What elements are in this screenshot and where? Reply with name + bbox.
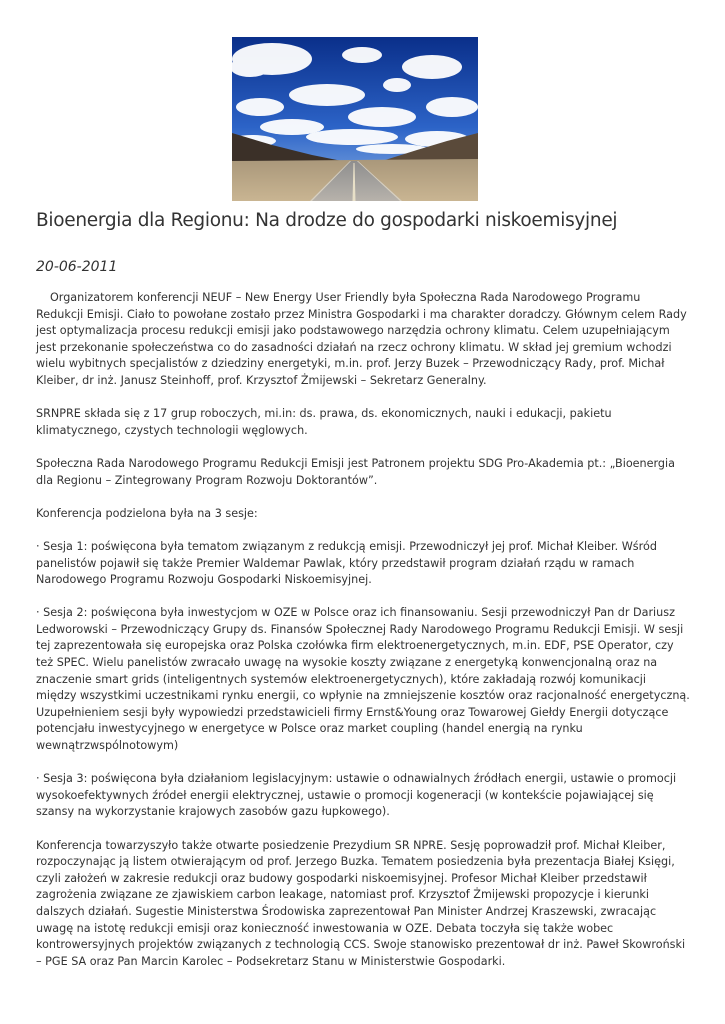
paragraph-working-groups: SRNPRE składa się z 17 grup roboczych, mi.in: ds. prawa, ds. ekonomicznych, nauki i edukacji, pakietu klimatycznego, czystych technologii węglowych.	[36, 407, 612, 437]
paragraph-session-1: · Sesja 1: poświęcona była tematom związanym z redukcją emisji. Przewodniczył jej prof. Michał Kleiber. Wśród panelistów pojawił się także Premier Waldemar Pawlak, który przedstawił program działań rządu w ramach Narodowego Programu Rozwoju Gospodarki Niskoemisyjnej.	[36, 539, 657, 587]
paragraph-presidium: Konferencja towarzyszyło także otwarte posiedzenie Prezydium SR NPRE. Sesję poprowadził prof. Michał Kleiber, rozpoczynając ją listem otwierającym od prof. Jerzego Buzka. Tematem posiedzenia była prezentacja Białej Księgi, czyli założeń w zakresie redukcji oraz budowy gospodarki niskoemisyjnej. Profesor Michał Kleiber przedstawił zagrożenia związane ze zjawiskiem carbon leakage, natomiast prof. Krzysztof Żmijewski propozycje i kierunki dalszych działań. Sugestie Ministerstwa Środowiska zaprezentował Pan Minister Andrzej Kraszewski, zwracając uwagę na istotę redukcji emisji oraz konieczność inwestowania w OZE. Debata toczyła się także wobec kontrowersyjnych projektów związanych z technologią CCS. Swoje stanowisko prezentował dr inż. Paweł Skowroński – PGE SA oraz Pan Marcin Karolec – Podsekretarz Stanu w Ministerstwie Gospodarki.	[36, 838, 686, 968]
article-title: Bioenergia dla Regionu: Na drodze do gospodarki niskoemisyjnej	[36, 210, 618, 231]
paragraph-patronage: Społeczna Rada Narodowego Programu Redukcji Emisji jest Patronem projektu SDG Pro-Akademia pt.: „Bioenergia dla Regionu – Zintegrowany Program Rozwoju Doktorantów”.	[36, 456, 675, 487]
paragraph-session-3: · Sesja 3: poświęcona była działaniom legislacyjnym: ustawie o odnawialnych źródłach energii, ustawie o promocji wysokoefektywnych źródeł energii elektrycznej, ustawie o promocji kogeneracji (w kontekście pojawiającej się szansy na wykorzystanie krajowych zasobów gazu łupkowego).	[36, 772, 677, 819]
hero-image	[232, 37, 478, 201]
paragraph-sessions-intro: Konferencja podzielona była na 3 sesje:	[36, 506, 258, 520]
paragraph-session-2: · Sesja 2: poświęcona była inwestycjom w OZE w Polsce oraz ich finansowaniu. Sesji przewodniczył Pan dr Dariusz Ledworowski – Przewodniczący Grupy ds. Finansów Społecznej Rady Narodowego Programu Redukcji Emisji. W sesji tej zaprezentowała się europejska oraz Polska czołówka firm elektroenergetycznych, m.in. EDF, PSE Operator, czy też SPEC. Wielu panelistów zwracało uwagę na wysokie koszty związane z energetyką konwencjonalną oraz na znaczenie smart grids (inteligentnych systemów elektroenergetycznych), które zakładają rozwój komunikacji między wszystkimi uczestnikami rynku energii, co wpłynie na zmniejszenie kosztów oraz racjonalność energetyczną. Uzupełnieniem sesji były wypowiedzi przedstawicieli firmy Ernst&Young oraz Towarowej Giełdy Energii dotyczące potencjału inwestycyjnego w energetyce w Polsce oraz market coupling (handel energią na rynku wewnątrzwspólnotowym)	[36, 606, 690, 753]
paragraph-intro: Organizatorem konferencji NEUF – New Energy User Friendly była Społeczna Rada Narodowego Programu Redukcji Emisji. Ciało to powołane zostało przez Ministra Gospodarki i ma charakter doradczy. Głównym celem Rady jest optymalizacja procesu redukcji emisji jako podstawowego narzędzia ochrony klimatu. Celem uzupełniającym jest przekonanie społeczeństwa co do zasadności działań na rzecz ochrony klimatu. W skład jej gremium wchodzi wielu wybitnych specjalistów z dziedziny energetyki, m.in. prof. Jerzy Buzek – Przewodniczący Rady, prof. Michał Kleiber, dr inż. Janusz Steinhoff, prof. Krzysztof Żmijewski – Sekretarz Generalny.	[36, 291, 687, 387]
article-body	[36, 290, 690, 987]
article-date: 20-06-2011	[36, 259, 118, 275]
